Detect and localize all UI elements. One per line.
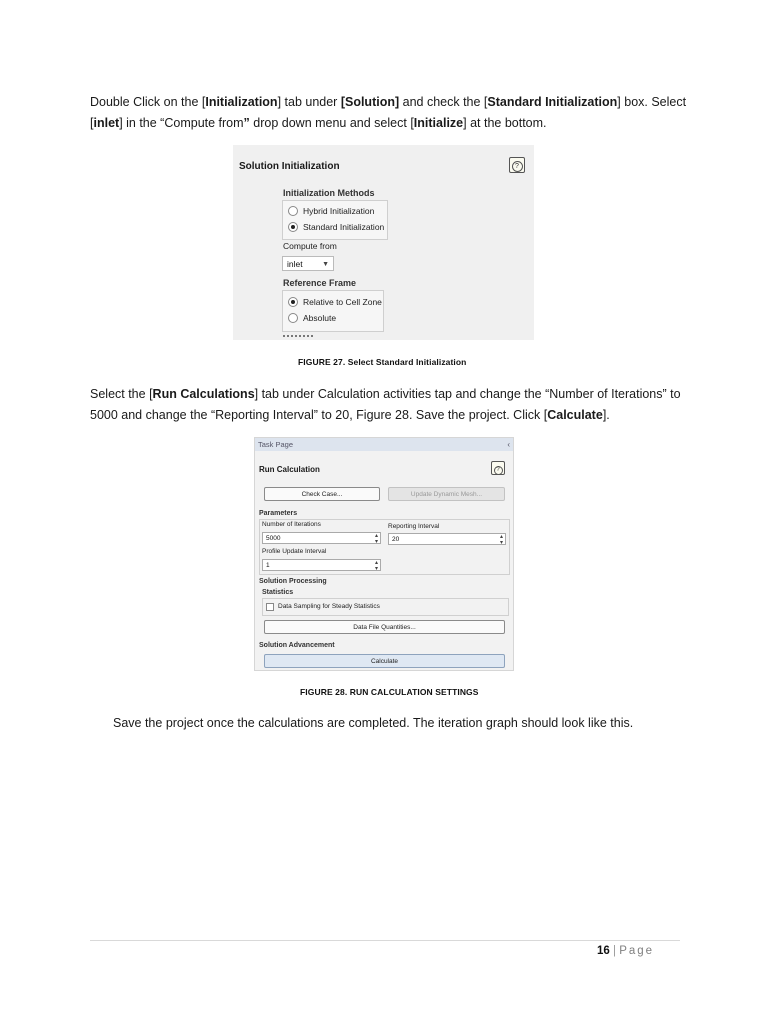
panel-title: Solution Initialization — [239, 161, 340, 172]
bold-text: Initialization — [205, 95, 278, 109]
task-page-header — [255, 438, 513, 451]
text: ] at the bottom. — [463, 116, 547, 130]
solution-advancement-title: Solution Advancement — [259, 642, 335, 649]
statistics-title: Statistics — [262, 589, 294, 596]
paragraph-save-project: Save the project once the calculations are completed. The iteration graph should look like this. — [113, 716, 634, 730]
radio-hybrid-initialization[interactable] — [288, 206, 374, 216]
help-button[interactable] — [509, 157, 525, 173]
text: drop down menu and select [ — [249, 116, 414, 130]
reference-frame-title: Reference Frame — [283, 278, 357, 288]
calculate-button[interactable]: Calculate — [264, 654, 505, 668]
update-dynamic-mesh-button[interactable]: Update Dynamic Mesh... — [388, 487, 505, 501]
iterations-label: Number of Iterations — [262, 521, 321, 528]
radio-label: Hybrid Initialization — [303, 206, 375, 216]
footer-divider — [90, 940, 680, 941]
figure-solution-initialization — [233, 145, 534, 340]
spinner-arrows-icon[interactable]: ▴ ▾ — [374, 533, 378, 545]
profile-update-label: Profile Update Interval — [262, 548, 327, 555]
radio-relative-to-cell-zone[interactable] — [288, 297, 382, 307]
bold-text: inlet — [93, 116, 120, 130]
radio-label: Standard Initialization — [303, 222, 385, 232]
radio-label: Relative to Cell Zone — [303, 297, 382, 307]
text: ] tab under — [277, 95, 341, 109]
input-value: 5000 — [266, 535, 281, 542]
check-case-button[interactable]: Check Case... — [264, 487, 380, 501]
chevron-down-icon: ▼ — [322, 261, 329, 268]
collapse-icon[interactable]: ‹ — [507, 440, 510, 449]
reporting-interval-label: Reporting Interval — [388, 523, 440, 530]
data-file-quantities-button[interactable]: Data File Quantities... — [264, 620, 505, 634]
data-sampling-label: Data Sampling for Steady Statistics — [278, 603, 380, 610]
text: ] box. Select [ — [90, 95, 687, 130]
radio-button-selected[interactable] — [288, 297, 298, 307]
parameters-title: Parameters — [259, 510, 298, 517]
iterations-input[interactable] — [262, 532, 381, 544]
page-separator: | — [613, 945, 616, 957]
text: Select the [ — [90, 387, 153, 401]
spinner-arrows-icon[interactable]: ▴ ▾ — [499, 534, 503, 546]
radio-button[interactable] — [288, 313, 298, 323]
bold-text: Run Calculations — [152, 387, 255, 401]
page-word: Page — [619, 945, 655, 957]
paragraph-run-calculations — [90, 384, 690, 426]
bold-text: [Solution] — [340, 95, 400, 109]
help-icon: ? — [512, 161, 523, 172]
input-value: 1 — [266, 562, 270, 569]
spinner-arrows-icon[interactable]: ▴ ▾ — [374, 560, 378, 572]
page-number-value: 16 — [597, 945, 610, 957]
reference-frame-group — [282, 290, 384, 332]
initialization-methods-title: Initialization Methods — [283, 188, 375, 198]
data-sampling-checkbox[interactable] — [266, 603, 274, 611]
bold-text: ” — [243, 116, 250, 130]
initialization-methods-group — [282, 200, 388, 240]
radio-standard-initialization[interactable] — [288, 222, 384, 232]
radio-button-selected[interactable] — [288, 222, 298, 232]
figure-run-calculation — [254, 437, 514, 671]
profile-update-input[interactable] — [262, 559, 381, 571]
dropdown-value: inlet — [287, 259, 303, 269]
radio-button[interactable] — [288, 206, 298, 216]
help-button[interactable] — [491, 461, 505, 475]
figure-28-caption: FIGURE 28. RUN CALCULATION SETTINGS — [300, 687, 479, 697]
solution-processing-title: Solution Processing — [259, 578, 327, 585]
run-calculation-title: Run Calculation — [259, 465, 320, 474]
figure-27-caption: FIGURE 27. Select Standard Initialization — [298, 357, 467, 367]
text: Double Click on the [ — [90, 95, 206, 109]
input-value: 20 — [392, 536, 400, 543]
radio-label: Absolute — [303, 313, 337, 323]
page-number — [597, 945, 654, 957]
help-icon: ? — [494, 466, 503, 475]
header-title: Task Page — [258, 440, 294, 449]
bold-text: Initialize — [413, 116, 464, 130]
text: ]. — [602, 408, 610, 422]
text: and check the [ — [399, 95, 488, 109]
text: ] in the “Compute from — [119, 116, 244, 130]
bold-text: Calculate — [547, 408, 603, 422]
reporting-interval-input[interactable] — [388, 533, 506, 545]
compute-from-dropdown[interactable] — [282, 256, 334, 271]
cut-off-edge — [283, 335, 313, 340]
compute-from-label: Compute from — [283, 241, 337, 251]
paragraph-initialization — [90, 92, 690, 134]
radio-absolute[interactable] — [288, 313, 336, 323]
text: ] tab under Calculation activities tap and change the “Number of Iterations” to 5000 and change the “Reporting Interval” to 20, Figure 28. Save the project. Click [ — [90, 387, 681, 422]
bold-text: Standard Initialization — [487, 95, 618, 109]
